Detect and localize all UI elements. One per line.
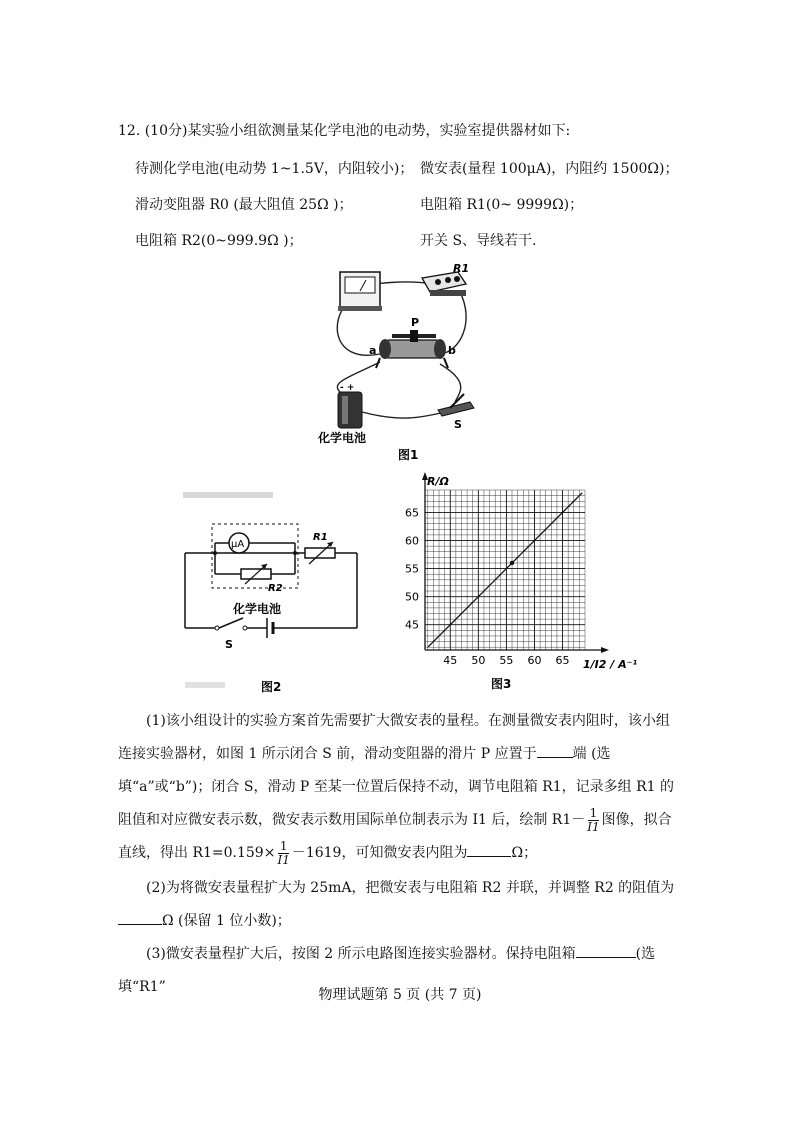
fig2-s-label: S — [225, 638, 233, 651]
x-tick-label: 55 — [499, 654, 514, 667]
data-point — [510, 561, 514, 565]
fig1-a-label: a — [369, 344, 377, 357]
material-switch-wires: 开关 S、导线若干. — [420, 233, 537, 249]
answer-blank-2[interactable] — [467, 842, 511, 857]
part-1 — [118, 705, 683, 870]
figure2-circuit — [175, 488, 375, 698]
x-tick-label: 65 — [555, 654, 570, 667]
answer-blank-3[interactable] — [118, 910, 162, 925]
microammeter-device — [338, 272, 382, 311]
fig2-battery-label: 化学电池 — [233, 602, 282, 616]
fig1-caption: 图1 — [398, 448, 419, 462]
part3-text-a: (3)微安表量程扩大后，按图 2 所示电路图连接实验器材。保持电阻箱 — [146, 946, 576, 962]
rheostat-device — [369, 316, 456, 368]
svg-text:- +: - + — [340, 383, 355, 393]
x-axis-label: 1/I2 / A⁻¹ — [583, 658, 638, 671]
y-tick-label: 60 — [405, 534, 419, 548]
microammeter-symbol-label: μA — [231, 539, 245, 550]
material-resistance-box-r1: 电阻箱 R1(0~ 9999Ω)； — [420, 197, 584, 213]
material-rheostat: 滑动变阻器 R0 (最大阻值 25Ω )； — [135, 197, 353, 213]
fig2-r2-label: R2 — [268, 583, 283, 594]
fig1-p-label: P — [411, 316, 420, 329]
x-tick-label: 50 — [471, 654, 486, 667]
chemical-battery-device — [338, 383, 362, 428]
part1-text-c: 图像，拟合直线，得出 R1=0.159× — [118, 812, 672, 861]
part-2 — [118, 872, 683, 938]
figure3-chart — [385, 470, 638, 695]
material-microammeter: 微安表(量程 100μA)，内阻约 1500Ω)； — [420, 161, 679, 177]
question-header: 12. (10分)某实验小组欲测量某化学电池的电动势，实验室提供器材如下: — [118, 123, 571, 139]
fig3-caption: 图3 — [491, 677, 512, 691]
fraction-1-over-i1-b: $\frac{1}{I1}$ — [277, 838, 290, 867]
y-tick-label: 50 — [405, 590, 419, 604]
part1-text-a: (1)该小组设计的实验方案首先需要扩大微安表的量程。在测量微安表内阻时，该小组连接实验器材，如图 1 所示闭合 S 前，滑动变阻器的滑片 P 应置于 — [118, 713, 670, 762]
part1-text-d: －1619，可知微安表内阻为 — [291, 845, 468, 861]
x-tick-label: 60 — [527, 654, 542, 667]
answer-blank-1[interactable] — [537, 743, 573, 758]
switch-symbol — [219, 618, 243, 628]
y-tick-label: 65 — [405, 506, 419, 520]
fraction-1-over-i1: $\frac{1}{I1}$ — [587, 805, 600, 834]
figure1-apparatus — [310, 262, 490, 462]
y-tick-label: 55 — [405, 562, 419, 576]
material-resistance-box-r2: 电阻箱 R2(0~999.9Ω )； — [135, 233, 303, 249]
material-battery: 待测化学电池(电动势 1~1.5V，内阻较小)； — [135, 161, 414, 177]
y-tick-label: 45 — [405, 618, 419, 632]
answer-blank-4[interactable] — [576, 943, 636, 958]
fig1-s-label: S — [454, 418, 462, 431]
part2-text-a: (2)为将微安表量程扩大为 25mA，把微安表与电阻箱 R2 并联，并调整 R2 的阻值为 — [146, 880, 675, 896]
fit-line — [428, 493, 582, 647]
y-axis-label: R/Ω — [427, 475, 449, 488]
page-footer: 物理试题第 5 页 (共 7 页) — [318, 987, 482, 1003]
fig2-r1-label: R1 — [313, 532, 328, 543]
x-tick-label: 45 — [443, 654, 458, 667]
fig1-r1-label: R1 — [453, 262, 470, 275]
x-axis-arrow — [601, 647, 609, 653]
fig1-b-label: b — [448, 344, 456, 357]
resistance-box-r1-device — [422, 262, 469, 296]
part2-text-b: Ω (保留 1 位小数)； — [162, 913, 291, 929]
part1-text-e: Ω； — [511, 845, 538, 861]
fig2-caption: 图2 — [261, 680, 282, 694]
part1-text-b: 端 (选填“a”或“b”)；闭合 S，滑动 P 至某一位置后保持不动，调节电阻箱 R1，记录多组 R1 的阻值和对应微安表示数，微安表示数用国际单位制表示为 I1 后，绘制 R1－ — [118, 746, 675, 828]
r1-symbol — [305, 548, 335, 558]
part3-text-b: (选填“R1” — [118, 946, 656, 995]
fig1-battery-label: 化学电池 — [318, 431, 367, 445]
